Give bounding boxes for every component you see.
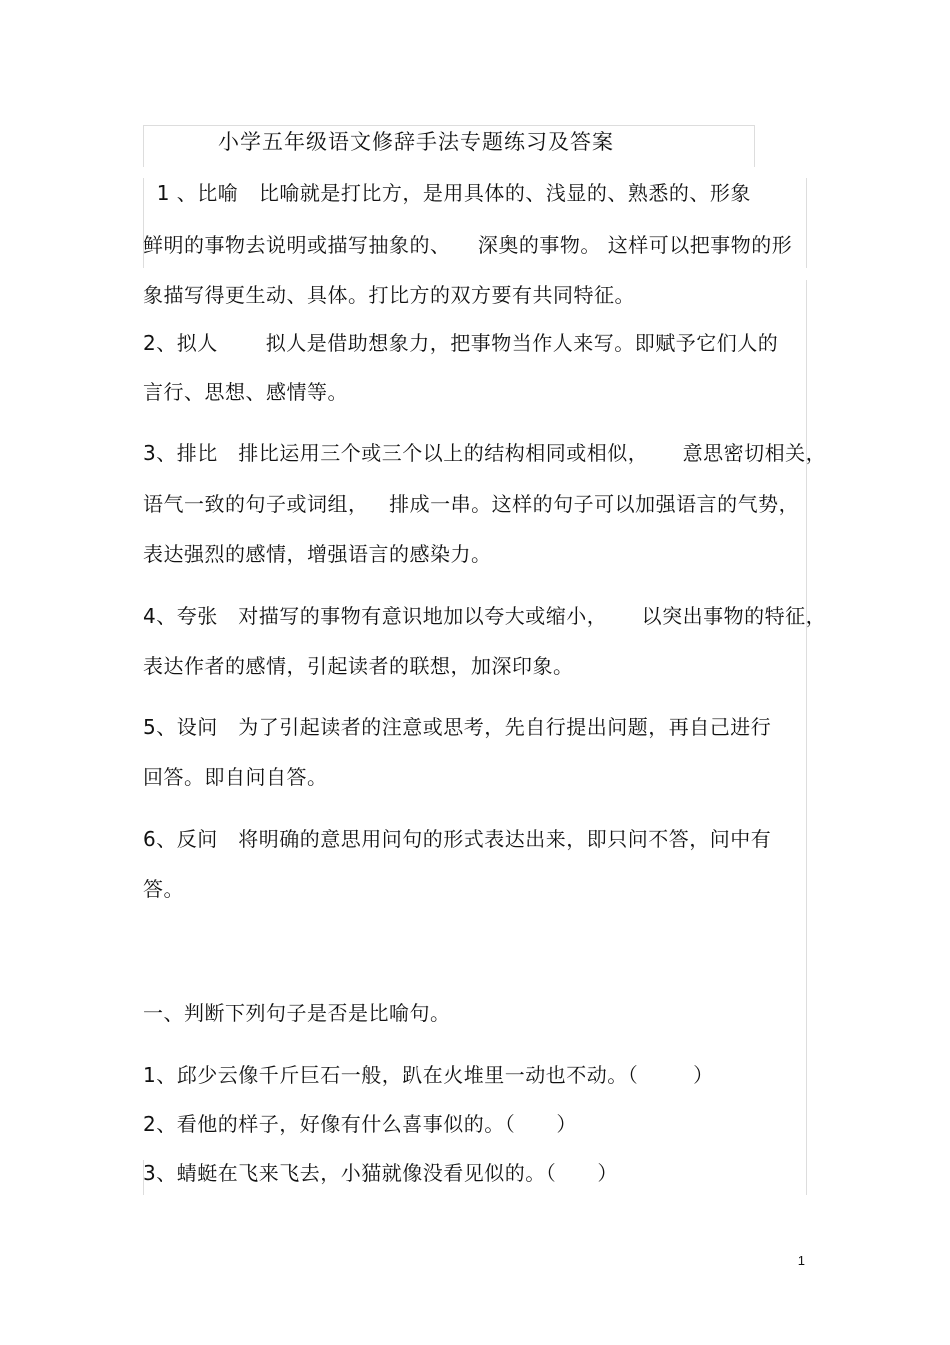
intro-line-2: 鲜明的事物去说明或描写抽象的、 深奥的事物。 这样可以把事物的形 [143, 233, 793, 257]
title-rule-top [143, 125, 755, 126]
intro-line-5: 言行、思想、感情等。 [143, 380, 348, 404]
page-number: 1 [797, 1253, 805, 1268]
intro-line-7: 语气一致的句子或词组， 排成一串。这样的句子可以加强语言的气势， [143, 492, 800, 516]
intro-line-11: 5、设问 为了引起读者的注意或思考，先自行提出问题，再自己进行 [143, 715, 772, 739]
intro-line-9: 4、夸张 对描写的事物有意识地加以夸大或缩小， 以突出事物的特征， [143, 604, 827, 628]
question-1: 1、邱少云像千斤巨石一般，趴在火堆里一动也不动。（ ） [143, 1063, 714, 1087]
page-title: 小学五年级语文修辞手法专题练习及答案 [218, 130, 614, 154]
question-3: 3、蜻蜓在飞来飞去，小猫就像没看见似的。（ ） [143, 1161, 618, 1185]
intro-line-8: 表达强烈的感情，增强语言的感染力。 [143, 542, 492, 566]
title-rule-right [754, 125, 755, 167]
body-rule-right [806, 178, 807, 268]
question-2: 2、看他的样子，好像有什么喜事似的。（ ） [143, 1112, 577, 1136]
intro-line-1: 1 、比喻 比喻就是打比方，是用具体的、浅显的、熟悉的、形象 [143, 181, 751, 205]
intro-line-6: 3、排比 排比运用三个或三个以上的结构相同或相似， 意思密切相关， [143, 441, 827, 465]
title-rule-left [143, 125, 144, 167]
intro-line-10: 表达作者的感情，引起读者的联想，加深印象。 [143, 654, 574, 678]
body-rule-right-lower [806, 280, 807, 1195]
intro-line-12: 回答。即自问自答。 [143, 765, 328, 789]
intro-line-4: 2、拟人 拟人是借助想象力，把事物当作人来写。即赋予它们人的 [143, 331, 779, 355]
section-heading: 一、判断下列句子是否是比喻句。 [143, 1001, 451, 1025]
intro-line-14: 答。 [143, 877, 184, 901]
intro-line-3: 象描写得更生动、具体。打比方的双方要有共同特征。 [143, 283, 635, 307]
intro-line-13: 6、反问 将明确的意思用问句的形式表达出来，即只问不答，问中有 [143, 827, 772, 851]
